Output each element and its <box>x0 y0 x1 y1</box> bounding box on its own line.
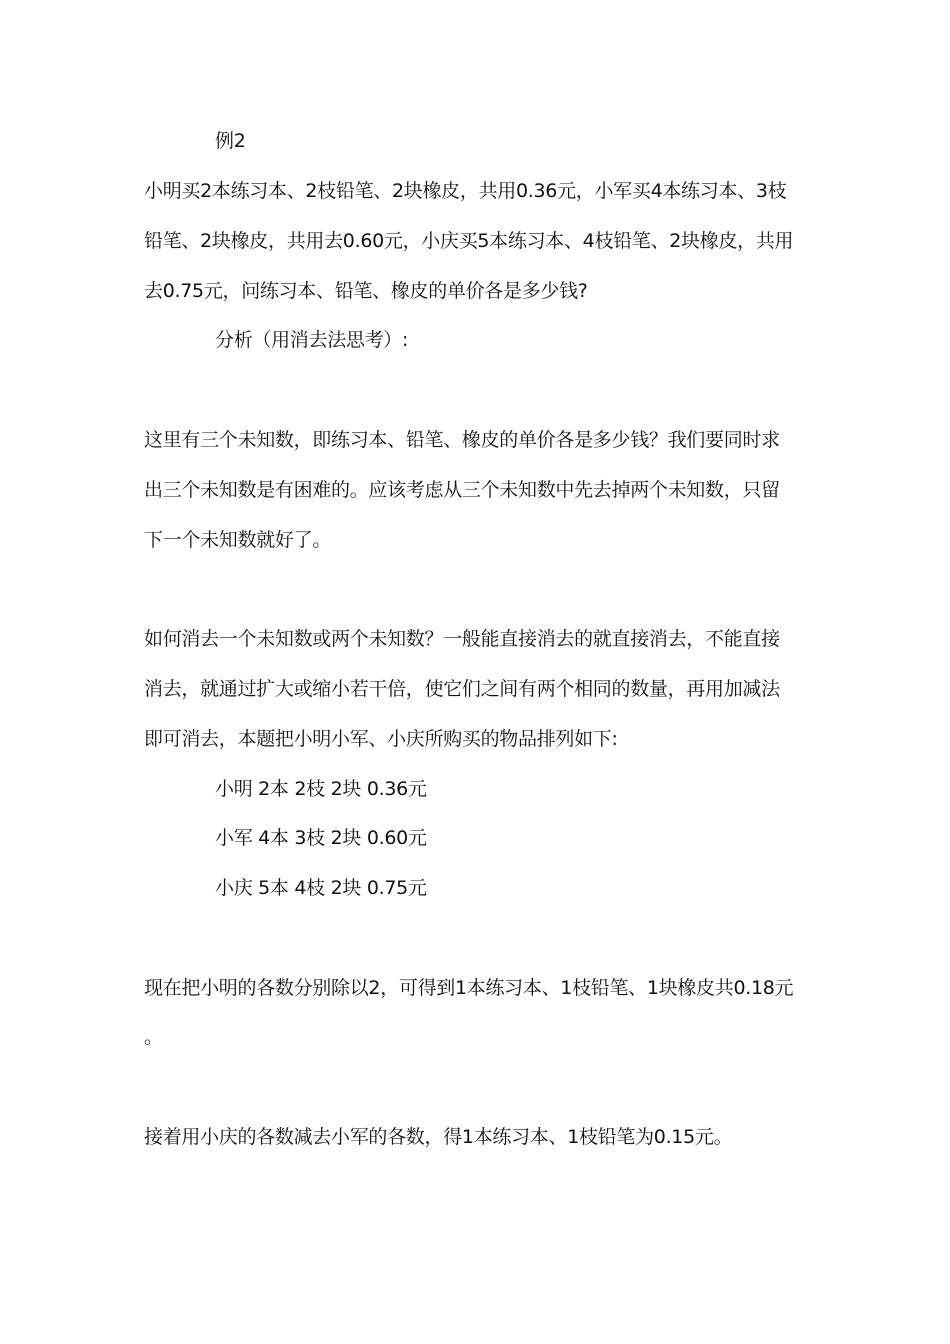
purchase-row-xiaojun: 小军 4本 3枝 2块 0.60元 <box>215 827 427 849</box>
paragraph-line: 。 <box>144 1026 163 1048</box>
paragraph-line: 下一个未知数就好了。 <box>144 529 332 551</box>
paragraph-line: 如何消去一个未知数或两个未知数？一般能直接消去的就直接消去，不能直接 <box>144 628 780 650</box>
example-title: 例2 <box>215 130 246 152</box>
problem-line: 去0.75元，问练习本、铅笔、橡皮的单价各是多少钱? <box>144 280 588 302</box>
analysis-heading: 分析（用消去法思考）: <box>215 329 409 351</box>
paragraph-line: 消去，就通过扩大或缩小若干倍，使它们之间有两个相同的数量，再用加减法 <box>144 678 780 700</box>
paragraph-line: 现在把小明的各数分别除以2，可得到1本练习本、1枝铅笔、1块橡皮共0.18元 <box>144 977 794 999</box>
problem-line: 铅笔、2块橡皮，共用去0.60元，小庆买5本练习本、4枝铅笔、2块橡皮，共用 <box>144 230 794 252</box>
purchase-row-xiaoming: 小明 2本 2枝 2块 0.36元 <box>215 778 427 800</box>
paragraph-line: 接着用小庆的各数减去小军的各数，得1本练习本、1枝铅笔为0.15元。 <box>144 1126 733 1148</box>
paragraph-line: 这里有三个未知数，即练习本、铅笔、橡皮的单价各是多少钱？我们要同时求 <box>144 429 780 451</box>
problem-line: 小明买2本练习本、2枝铅笔、2块橡皮，共用0.36元，小军买4本练习本、3枝 <box>144 180 787 202</box>
paragraph-line: 出三个未知数是有困难的。应该考虑从三个未知数中先去掉两个未知数，只留 <box>144 479 780 501</box>
purchase-row-xiaoqing: 小庆 5本 4枝 2块 0.75元 <box>215 877 427 899</box>
paragraph-line: 即可消去，本题把小明小军、小庆所购买的物品排列如下: <box>144 728 618 750</box>
